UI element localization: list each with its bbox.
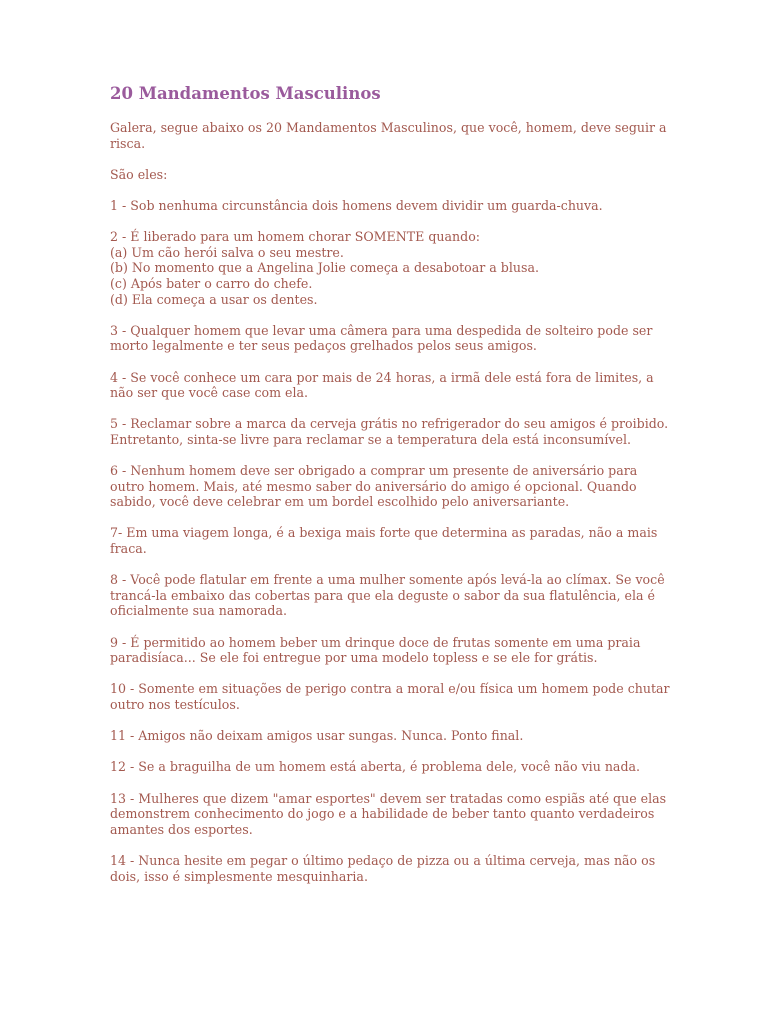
commandment-5: 5 - Reclamar sobre a marca da cerveja grátis no refrigerador do seu amigos é proibido. Entretanto, sinta-se livre para reclamar se a temperatura dela está inconsumível. (110, 416, 669, 447)
document-page (110, 84, 670, 900)
commandment-4: 4 - Se você conhece um cara por mais de 24 horas, a irmã dele está fora de limites, a não ser que você case com ela. (110, 369, 654, 401)
commandment-11: 11 - Amigos não deixam amigos usar sungas. Nunca. Ponto final. (110, 728, 524, 744)
commandment-6: 6 - Nenhum homem deve ser obrigado a comprar um presente de aniversário para outro homem. Mais, até mesmo saber do aniversário do amigo é opcional. Quando sabido, você deve celebrar em um bordel escolhido pelo aniversariante. (110, 463, 638, 510)
commandment-3: 3 - Qualquer homem que levar uma câmera para uma despedida de solteiro pode ser morto legalmente e ter seus pedaços grelhados pelos seus amigos. (110, 322, 653, 354)
commandment-1: 1 - Sob nenhuma circunstância dois homens devem dividir um guarda-chuva. (110, 197, 603, 213)
commandment-8: 8 - Você pode flatular em frente a uma mulher somente após levá-la ao clímax. Se você trancá-la embaixo das cobertas para que ela deguste o sabor da sua flatulência, ela é oficialmente sua namorada. (110, 572, 665, 619)
commandment-7: 7- Em uma viagem longa, é a bexiga mais forte que determina as paradas, não a mais fraca. (110, 525, 658, 557)
commandment-14: 14 - Nunca hesite em pegar o último pedaço de pizza ou a última cerveja, mas não os dois, isso é simplesmente mesquinharia. (110, 852, 656, 884)
commandment-9: 9 - É permitido ao homem beber um drinque doce de frutas somente em uma praia paradisíaca... Se ele foi entregue por uma modelo topless e se ele for grátis. (110, 634, 641, 666)
commandment-2: 2 - É liberado para um homem chorar SOMENTE quando: (a) Um cão herói salva o seu mestre. (b) No momento que a Angelina Jolie começa a desabotoar a blusa. (c) Após bater o carro do chefe. (d) Ela começa a usar os dentes. (110, 229, 539, 307)
list-intro: São eles: (110, 166, 168, 182)
commandment-10: 10 - Somente em situações de perigo contra a moral e/ou física um homem pode chutar outro nos testículos. (110, 681, 670, 712)
commandment-13: 13 - Mulheres que dizem "amar esportes" devem ser tratadas como espiãs até que elas demonstrem conhecimento do jogo e a habilidade de beber tanto quanto verdadeiros amantes dos esportes. (110, 790, 667, 837)
document-title: 20 Mandamentos Masculinos (110, 84, 381, 103)
intro-paragraph: Galera, segue abaixo os 20 Mandamentos Masculinos, que você, homem, deve seguir a risca. (110, 120, 667, 151)
commandment-12: 12 - Se a braguilha de um homem está aberta, é problema dele, você não viu nada. (110, 759, 641, 775)
